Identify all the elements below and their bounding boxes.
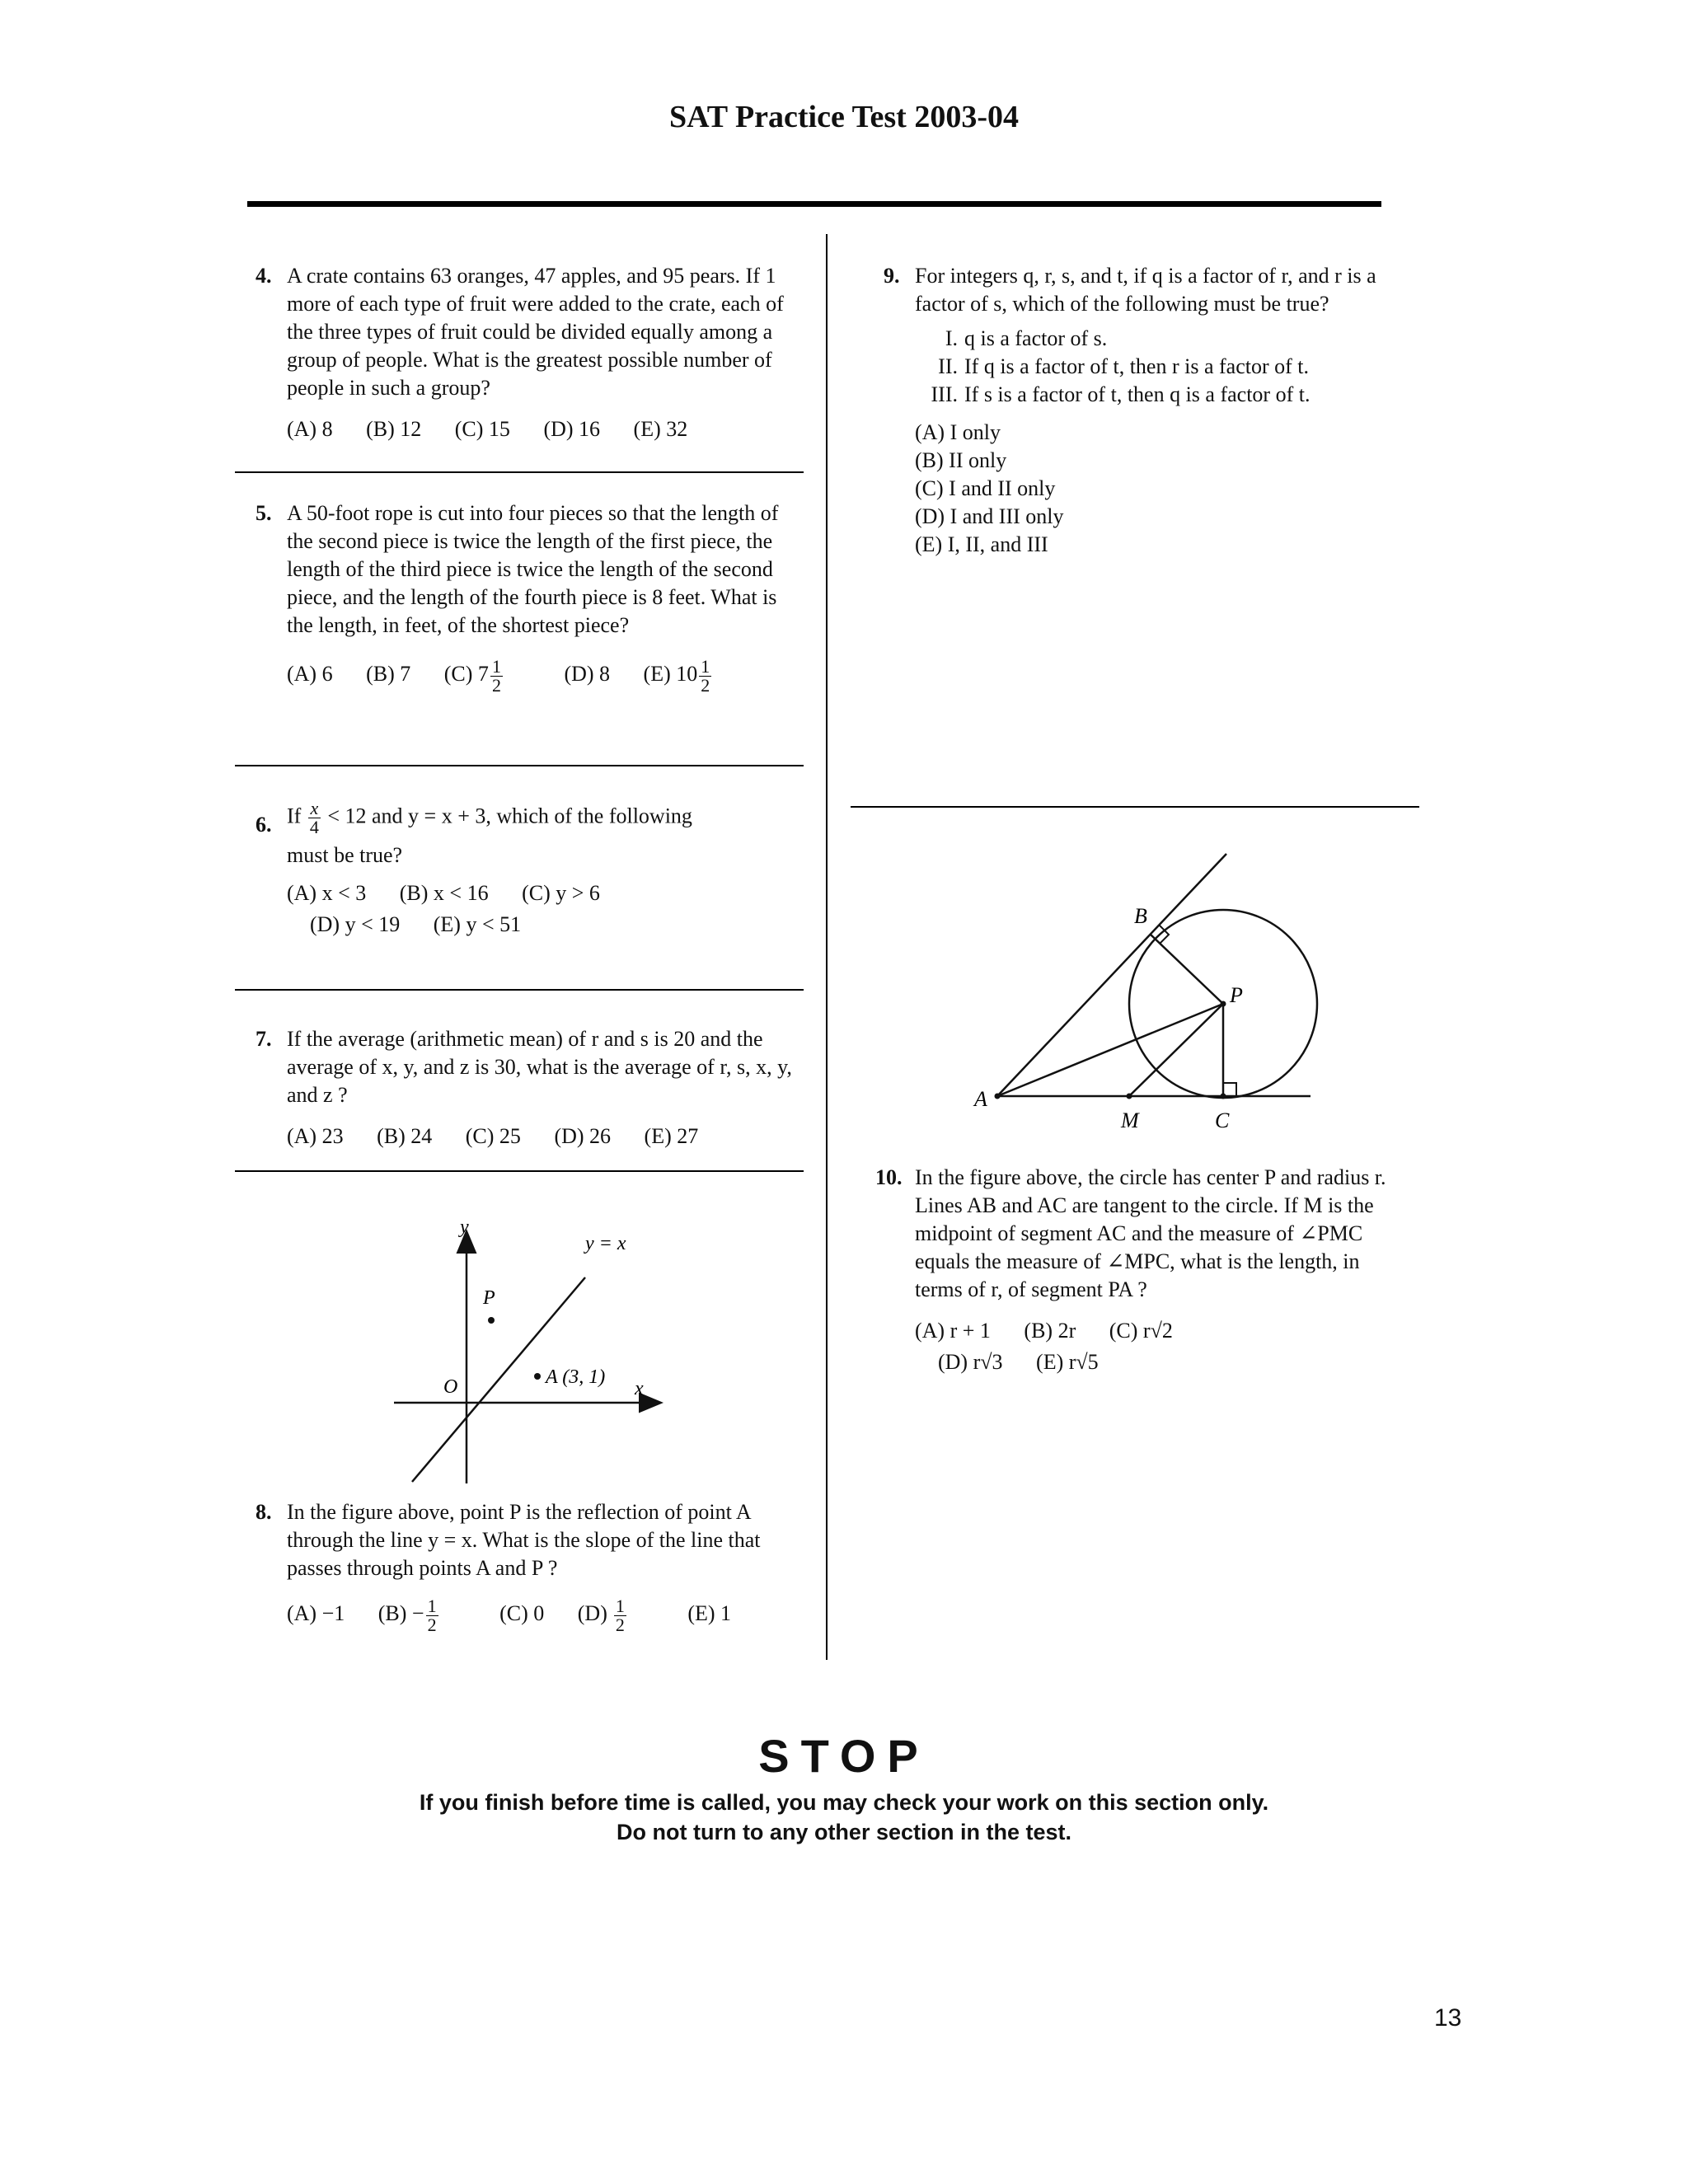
numerator: 1 <box>701 656 710 677</box>
choice-b[interactable]: (B) II only <box>915 448 1007 472</box>
column-divider <box>826 234 828 1660</box>
point-p-label: P <box>483 1287 495 1309</box>
choice-d[interactable]: (D) y < 19 <box>310 912 401 936</box>
fraction <box>614 1597 654 1634</box>
choice-a[interactable]: (A) x < 3 <box>287 881 367 905</box>
statement-list <box>915 325 1426 409</box>
point-p-dot <box>488 1317 495 1324</box>
choice-e[interactable] <box>643 656 740 696</box>
numerator: x <box>308 799 321 818</box>
point-p-dot <box>1221 1001 1226 1007</box>
question-text-after: < 12 and y = x + 3, which of the following <box>327 804 692 828</box>
denominator: 2 <box>427 1615 437 1635</box>
question-7 <box>256 1025 798 1151</box>
choice-c[interactable]: (C) 0 <box>499 1601 545 1626</box>
choice-e[interactable]: (E) 27 <box>644 1124 699 1148</box>
choice-e-label: (E) 10 <box>643 662 698 687</box>
point-c-dot <box>1221 1094 1226 1099</box>
separator-q5-q6 <box>235 765 804 766</box>
statement-text: q is a factor of s. <box>964 326 1108 350</box>
choice-d-label: (D) <box>577 1601 607 1626</box>
question-5 <box>256 499 790 696</box>
choice-a[interactable]: (A) 23 <box>287 1124 344 1148</box>
question-number: 7. <box>256 1027 272 1051</box>
question-6 <box>256 798 798 939</box>
point-m-dot <box>1127 1094 1132 1099</box>
answer-choices <box>287 415 798 443</box>
denominator: 2 <box>491 675 501 696</box>
statement-3 <box>915 381 1426 409</box>
statement-2 <box>915 353 1426 381</box>
question-8 <box>256 1498 765 1635</box>
segment-pa <box>997 1004 1223 1096</box>
answer-choices <box>915 1317 1409 1376</box>
choice-d[interactable]: (D) 16 <box>543 417 601 441</box>
choice-b-label: (B) − <box>377 1601 424 1626</box>
choice-b[interactable]: (B) 7 <box>366 662 411 687</box>
question-text: In the figure above, the circle has center P and radius r. Lines AB and AC are tangent to the circle. If M is the midpoint of segment AC and the measure of ∠PMC equals the measure of ∠MPC, what is the length, in terms of r, of segment PA ? <box>915 1165 1386 1301</box>
line-label: y = x <box>585 1233 626 1254</box>
answer-choices <box>287 1597 765 1634</box>
question-text: For integers q, r, s, and t, if q is a factor of r, and r is a factor of s, which of the following must be true? <box>915 264 1376 316</box>
fraction-x-over-4 <box>308 799 321 837</box>
stop-heading: STOP <box>758 1730 930 1782</box>
choice-a[interactable]: (A) 6 <box>287 662 333 687</box>
x-axis-label: x <box>635 1378 644 1399</box>
answer-choices <box>287 1122 798 1151</box>
numeral: I. <box>945 326 958 350</box>
stop-message-line1: If you finish before time is called, you may check your work on this section only. <box>419 1790 1269 1815</box>
separator-q9-q10 <box>851 806 1419 808</box>
choice-d[interactable]: (D) I and III only <box>915 504 1064 528</box>
choice-d[interactable]: (D) 26 <box>554 1124 612 1148</box>
label-m: M <box>1121 1108 1139 1132</box>
question-number: 9. <box>884 264 900 288</box>
statement-text: If q is a factor of t, then r is a factor of t. <box>964 354 1310 378</box>
choice-b[interactable]: (B) x < 16 <box>399 881 489 905</box>
choice-b[interactable]: (B) 12 <box>366 417 422 441</box>
denominator: 2 <box>615 1615 625 1635</box>
choice-a[interactable]: (A) −1 <box>287 1601 345 1626</box>
separator-q4-q5 <box>235 471 804 473</box>
question-number: 4. <box>256 264 272 288</box>
separator-q7-q8 <box>235 1170 804 1172</box>
segment-pm <box>1129 1004 1223 1096</box>
question-10 <box>875 1164 1409 1376</box>
numerator: 1 <box>491 656 501 677</box>
separator-q6-q7 <box>235 989 804 991</box>
question-number: 6. <box>256 813 272 837</box>
choice-b[interactable] <box>377 1596 467 1635</box>
numerator: 1 <box>427 1596 437 1616</box>
question-number: 8. <box>256 1500 272 1524</box>
choice-c[interactable] <box>443 656 531 696</box>
page-title: SAT Practice Test 2003-04 <box>669 100 1019 134</box>
choice-e[interactable]: (E) r√5 <box>1036 1350 1099 1374</box>
question-text-line2: must be true? <box>287 843 403 867</box>
question-number: 5. <box>256 501 272 525</box>
choice-c[interactable]: (C) 25 <box>465 1124 521 1148</box>
page-number: 13 <box>1434 2004 1462 2032</box>
header-rule <box>247 201 1381 207</box>
choice-c[interactable]: (C) y > 6 <box>522 881 600 905</box>
choice-c[interactable]: (C) 15 <box>454 417 510 441</box>
statement-text: If s is a factor of t, then q is a factor of t. <box>964 382 1311 406</box>
choice-e[interactable]: (E) 1 <box>687 1601 732 1626</box>
segment-pb <box>1151 935 1223 1004</box>
question-4 <box>256 262 798 443</box>
question-text: A 50-foot rope is cut into four pieces so that the length of the second piece is twice the length of the first piece, the length of the third piece is twice the length of the second piece, and the length of the fourth piece is 8 feet. What is the length, in feet, of the shortest piece? <box>287 501 779 637</box>
point-a-dot <box>534 1373 541 1380</box>
fraction <box>490 658 531 695</box>
choice-e[interactable]: (E) I, II, and III <box>915 532 1048 556</box>
choice-a[interactable]: (A) I only <box>915 420 1001 444</box>
choice-c[interactable]: (C) I and II only <box>915 476 1056 500</box>
question-if: If <box>287 804 302 828</box>
fraction <box>699 658 739 695</box>
question-9 <box>884 262 1426 559</box>
label-b: B <box>1134 904 1147 928</box>
denominator: 4 <box>309 817 319 837</box>
choice-c-label: (C) 7 <box>443 662 489 687</box>
numeral: III. <box>931 382 958 406</box>
label-a: A <box>974 1087 987 1111</box>
numerator: 1 <box>615 1596 625 1616</box>
choice-e[interactable]: (E) y < 51 <box>433 912 522 936</box>
answer-choices <box>915 419 1426 559</box>
q10-figure <box>964 841 1343 1146</box>
answer-choices <box>287 658 790 695</box>
statement-1 <box>915 325 1426 353</box>
choice-d[interactable] <box>577 1596 654 1635</box>
question-number: 10. <box>875 1165 903 1189</box>
label-c: C <box>1215 1108 1230 1132</box>
choice-b[interactable]: (B) 2r <box>1024 1319 1076 1343</box>
denominator: 2 <box>701 675 710 696</box>
question-text: A crate contains 63 oranges, 47 apples, and 95 pears. If 1 more of each type of fruit were added to the crate, each of the three types of fruit could be divided equally among a group of people. What is the greatest possible number of people in such a group? <box>287 264 784 400</box>
stop-message-line2: Do not turn to any other section in the test. <box>616 1820 1071 1844</box>
choice-b[interactable]: (B) 24 <box>377 1124 433 1148</box>
question-text: If the average (arithmetic mean) of r and s is 20 and the average of x, y, and z is 30, what is the average of r, s, x, y, and z ? <box>287 1027 792 1107</box>
question-text <box>287 799 798 837</box>
choice-d[interactable]: (D) 8 <box>564 662 611 687</box>
choice-a[interactable]: (A) 8 <box>287 417 333 441</box>
point-a-dot <box>995 1094 1001 1099</box>
choice-d[interactable]: (D) r√3 <box>938 1350 1003 1374</box>
point-a-label: A (3, 1) <box>546 1366 606 1388</box>
question-text: In the figure above, point P is the reflection of point A through the line y = x. What is the slope of the line that passes through points A and P ? <box>287 1500 761 1580</box>
choice-a[interactable]: (A) r + 1 <box>915 1319 991 1343</box>
fraction <box>426 1597 467 1634</box>
label-p: P <box>1230 983 1243 1007</box>
answer-choices <box>287 879 798 939</box>
choice-e[interactable]: (E) 32 <box>633 417 688 441</box>
y-axis-label: y <box>460 1216 469 1238</box>
numeral: II. <box>938 354 958 378</box>
q8-figure <box>387 1212 676 1492</box>
origin-label: O <box>443 1376 458 1398</box>
choice-c[interactable]: (C) r√2 <box>1109 1319 1173 1343</box>
